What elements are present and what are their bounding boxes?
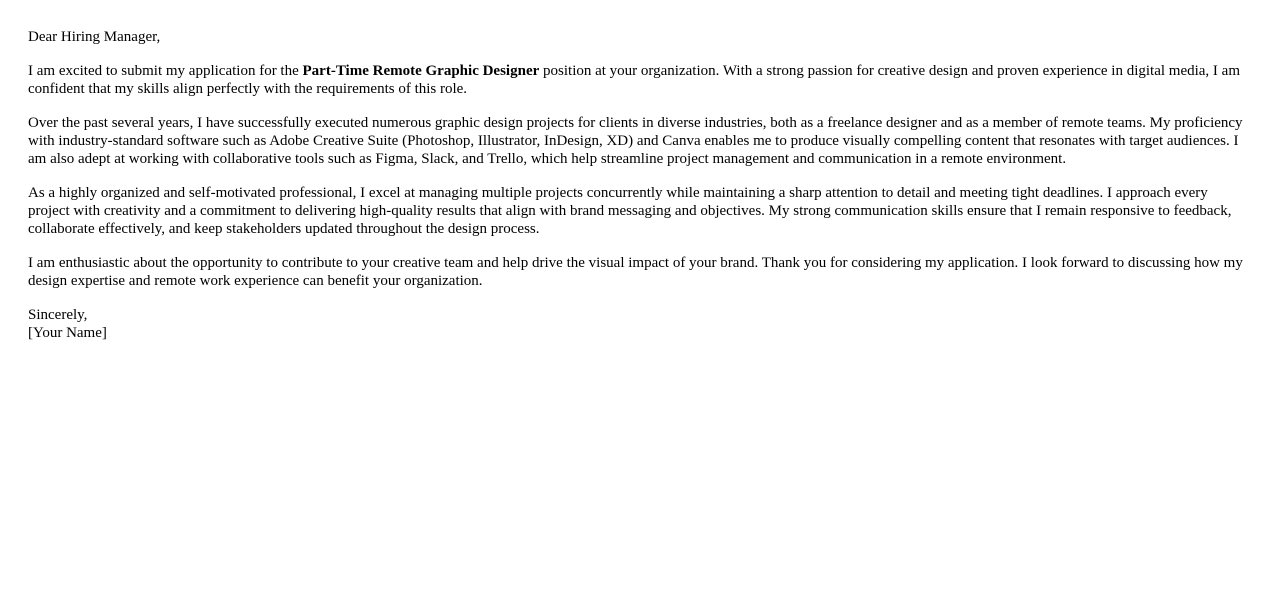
paragraph-skills: As a highly organized and self-motivated professional, I excel at managing multiple projects concurrently while maintaining a sharp attention to detail and meeting tight deadlines. I approach every project with creativity and a commitment to delivering high-quality results that align with brand messaging and objectives. My strong communication skills ensure that I remain responsive to feedback, collaborate effectively, and keep stakeholders updated throughout the design process. [28,185,1232,237]
salutation: Dear Hiring Manager, [28,29,161,45]
signature-name: [Your Name] [28,325,107,341]
paragraph-experience: Over the past several years, I have successfully executed numerous graphic design projects for clients in diverse industries, both as a freelance designer and as a member of remote teams. My proficiency with industry-standard software such as Adobe Creative Suite (Photoshop, Illustrator, InDesign, XD) and Canva enables me to produce visually compelling content that resonates with target audiences. I am also adept at working with collaborative tools such as Figma, Slack, and Trello, which help streamline project management and communication in a remote environment. [28,115,1243,167]
paragraph-intro [28,62,1250,98]
intro-text-after: position at your organization. With a strong passion for creative design and proven experience in digital media, I am confident that my skills align perfectly with the requirements of this role. [28,63,1240,97]
cover-letter [28,28,1250,342]
paragraph-closing: I am enthusiastic about the opportunity to contribute to your creative team and help drive the visual impact of your brand. Thank you for considering my application. I look forward to discussing how my design expertise and remote work experience can benefit your organization. [28,255,1243,289]
intro-text-before: I am excited to submit my application for the [28,63,303,79]
sign-off [28,306,1250,342]
position-title: Part-Time Remote Graphic Designer [302,63,540,79]
closing-word: Sincerely, [28,307,88,323]
